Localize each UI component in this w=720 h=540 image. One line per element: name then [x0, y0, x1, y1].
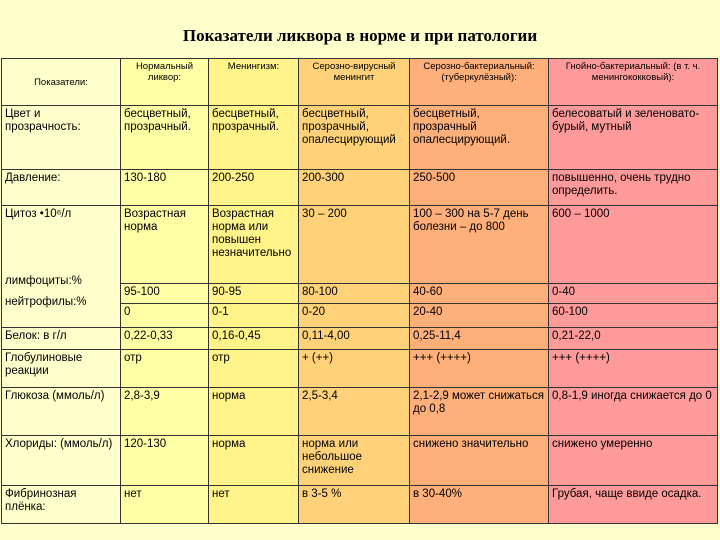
table-cell: 0,25-11,4 — [410, 328, 549, 350]
header-cell: Менингизм: — [209, 59, 299, 106]
table-row — [2, 486, 718, 524]
row-label: Давление: — [2, 170, 121, 206]
table-cell: Грубая, чаще ввиде осадка. — [549, 486, 718, 524]
table-cell: 100 – 300 на 5-7 день болезни – до 800 — [410, 206, 549, 284]
table-cell: 80-100 — [299, 284, 410, 304]
table-cell: бесцветный, прозрачный опалесцирующий. — [410, 106, 549, 170]
header-row — [2, 59, 718, 106]
table-cell: 60-100 — [549, 304, 718, 328]
table-row — [2, 106, 718, 170]
table-cell: бесцветный, прозрачный. — [209, 106, 299, 170]
table-cell: снижено умеренно — [549, 436, 718, 486]
table-cell: 95-100 — [121, 284, 209, 304]
csf-table — [1, 58, 718, 524]
cytosis-label: Цитоз •10⁶/л — [5, 208, 72, 220]
table-cell: нет — [121, 486, 209, 524]
row-label: Глюкоза (ммоль/л) — [2, 388, 121, 436]
table-cell: бесцветный, прозрачный. — [121, 106, 209, 170]
table-cell: 0-40 — [549, 284, 718, 304]
table-cell: в 3-5 % — [299, 486, 410, 524]
table-cell: +++ (++++) — [549, 350, 718, 388]
row-label: Глобулиновые реакции — [2, 350, 121, 388]
table-cell: 0,8-1,9 иногда снижается до 0 — [549, 388, 718, 436]
page-title: Показатели ликвора в норме и при патологии — [182, 26, 538, 45]
table-cell: 30 – 200 — [299, 206, 410, 284]
table-cell: 0-1 — [209, 304, 299, 328]
table-cell: 90-95 — [209, 284, 299, 304]
table-cell: в 30-40% — [410, 486, 549, 524]
table-cell: отр — [121, 350, 209, 388]
header-cell: Серозно-бактериальный: (туберкулёзный): — [410, 59, 549, 106]
table-row — [2, 328, 718, 350]
table-row — [2, 350, 718, 388]
table-cell: нет — [209, 486, 299, 524]
table-cell: повышенно, очень трудно определить. — [549, 170, 718, 206]
table-cell: 0-20 — [299, 304, 410, 328]
table-cell: 40-60 — [410, 284, 549, 304]
table-cell: 600 – 1000 — [549, 206, 718, 284]
table-cell: 130-180 — [121, 170, 209, 206]
table-cell: бесцветный, прозрачный, опалесцирующий — [299, 106, 410, 170]
header-cell: Гнойно-бактериальный: (в т. ч. менингококковый): — [549, 59, 718, 106]
table-cell: норма или небольшое снижение — [299, 436, 410, 486]
table-cell: 2,5-3,4 — [299, 388, 410, 436]
table-cell: 0,22-0,33 — [121, 328, 209, 350]
table-cell: Возрастная норма или повышен незначительно — [209, 206, 299, 284]
row-label: Белок: в г/л — [2, 328, 121, 350]
header-cell: Нормальный ликвор: — [121, 59, 209, 106]
header-cell: Показатели: — [2, 59, 121, 106]
table-row — [2, 206, 718, 284]
table-row — [2, 436, 718, 486]
table-cell: 0,16-0,45 — [209, 328, 299, 350]
row-label: Цвет и прозрачность: — [2, 106, 121, 170]
table-cell: +++ (++++) — [410, 350, 549, 388]
table-cell: отр — [209, 350, 299, 388]
table-cell: 200-250 — [209, 170, 299, 206]
row-label — [2, 206, 121, 328]
table-cell: 250-500 — [410, 170, 549, 206]
table-cell: 200-300 — [299, 170, 410, 206]
table-cell: белесоватый и зеленовато-бурый, мутный — [549, 106, 718, 170]
lymphocytes-label: лимфоциты:% — [5, 275, 82, 287]
table-cell: 2,8-3,9 — [121, 388, 209, 436]
header-cell: Серозно-вирусный менингит — [299, 59, 410, 106]
table-cell: 2,1-2,9 может снижаться до 0,8 — [410, 388, 549, 436]
table-cell: норма — [209, 436, 299, 486]
table-cell: 0,21-22,0 — [549, 328, 718, 350]
table-cell: 20-40 — [410, 304, 549, 328]
table-cell: 0 — [121, 304, 209, 328]
row-label: Хлориды: (ммоль/л) — [2, 436, 121, 486]
table-cell: норма — [209, 388, 299, 436]
table-cell: 120-130 — [121, 436, 209, 486]
table-row — [2, 170, 718, 206]
table-cell: 0,11-4,00 — [299, 328, 410, 350]
neutrophils-label: нейтрофилы:% — [5, 296, 87, 308]
table-cell: + (++) — [299, 350, 410, 388]
row-label: Фибринозная плёнка: — [2, 486, 121, 524]
table-cell: снижено значительно — [410, 436, 549, 486]
table-row — [2, 388, 718, 436]
table-cell: Возрастная норма — [121, 206, 209, 284]
